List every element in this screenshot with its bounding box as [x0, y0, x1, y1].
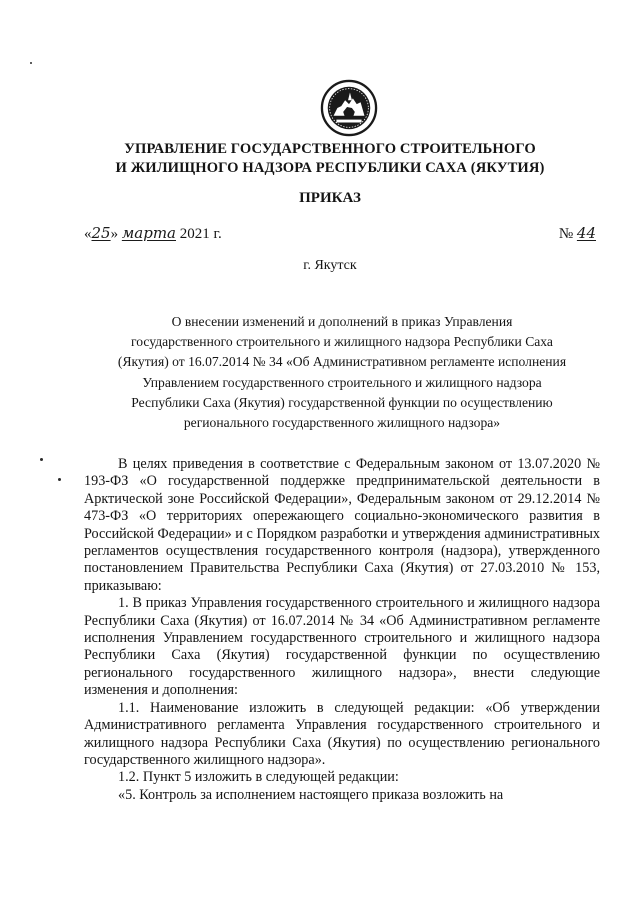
subject-line: О внесении изменений и дополнений в приказ Управления — [171, 314, 513, 329]
order-number — [559, 224, 596, 243]
order-body — [84, 456, 600, 804]
clause-5-text: «5. Контроль за исполнением настоящего приказа возложить на — [118, 786, 504, 803]
date-close-quote: » — [110, 226, 119, 242]
scan-speck — [30, 62, 32, 64]
subject-line: (Якутия) от 16.07.2014 № 34 «Об Административном регламенте исполнения — [117, 354, 567, 370]
date-month: марта — [121, 224, 176, 242]
clause-1-2: 1.2. Пункт 5 изложить в следующей редакции: — [118, 769, 399, 786]
coat-of-arms-emblem — [320, 79, 378, 137]
document-type: ПРИКАЗ — [299, 190, 361, 206]
clause-1-1: 1.1. Наименование изложить в следующей редакции: «Об утверждении Административного регламента Управления государственного строительного и жилищного надзора Республики Саха (Якутия) по осуществлению регионального государственного жилищного надзора». — [84, 699, 600, 768]
subject-line: регионального государственного жилищного надзора» — [183, 415, 501, 431]
scan-speck — [40, 458, 43, 461]
order-subject — [84, 312, 600, 433]
date-year: 2021 г. — [179, 226, 222, 242]
number-value: 44 — [576, 224, 596, 242]
number-label: № — [558, 226, 574, 242]
order-date — [84, 224, 222, 243]
subject-line: Республики Саха (Якутия) государственной функции по осуществлению — [131, 394, 553, 410]
organization-title — [80, 140, 580, 178]
intro-paragraph: В целях приведения в соответствие с Федеральным законом от 13.07.2020 № 193-ФЗ «О государственной поддержке предпринимательской деятельности в Арктической зоне Российской Федерации», Федеральным законом от 29.12.2014 № 473-ФЗ «О территориях опережающего социально-экономического развития в Российской Федерации» и с Порядком разработки и утверждения административных регламентов осуществления государственного контроля (надзора), утвержденного постановлением Правительства Республики Саха (Якутия) от 27.03.2010 № 153, приказываю: — [84, 456, 600, 594]
organization-title-line-2: И ЖИЛИЩНОГО НАДЗОРА РЕСПУБЛИКИ САХА (ЯКУТИЯ) — [115, 160, 545, 176]
date-open-quote: « — [84, 226, 92, 242]
subject-line: Управлением государственного строительного и жилищного надзора — [142, 374, 542, 390]
scan-speck — [58, 478, 61, 481]
city: г. Якутск — [303, 258, 357, 273]
organization-title-line-1: УПРАВЛЕНИЕ ГОСУДАРСТВЕННОГО СТРОИТЕЛЬНОГО — [124, 141, 536, 157]
clause-1: 1. В приказ Управления государственного строительного и жилищного надзора Республики Саха (Якутия) от 16.07.2014 № 34 «Об Административном регламенте исполнения Управлением государственного строительного и жилищного надзора Республики Саха (Якутия) государственной функции по осуществлению регионального государственного жилищного надзора», внести следующие изменения и дополнения: — [84, 595, 600, 699]
subject-line: государственного строительного и жилищного надзора Республики Саха — [131, 334, 553, 350]
date-day: 25 — [91, 224, 111, 242]
